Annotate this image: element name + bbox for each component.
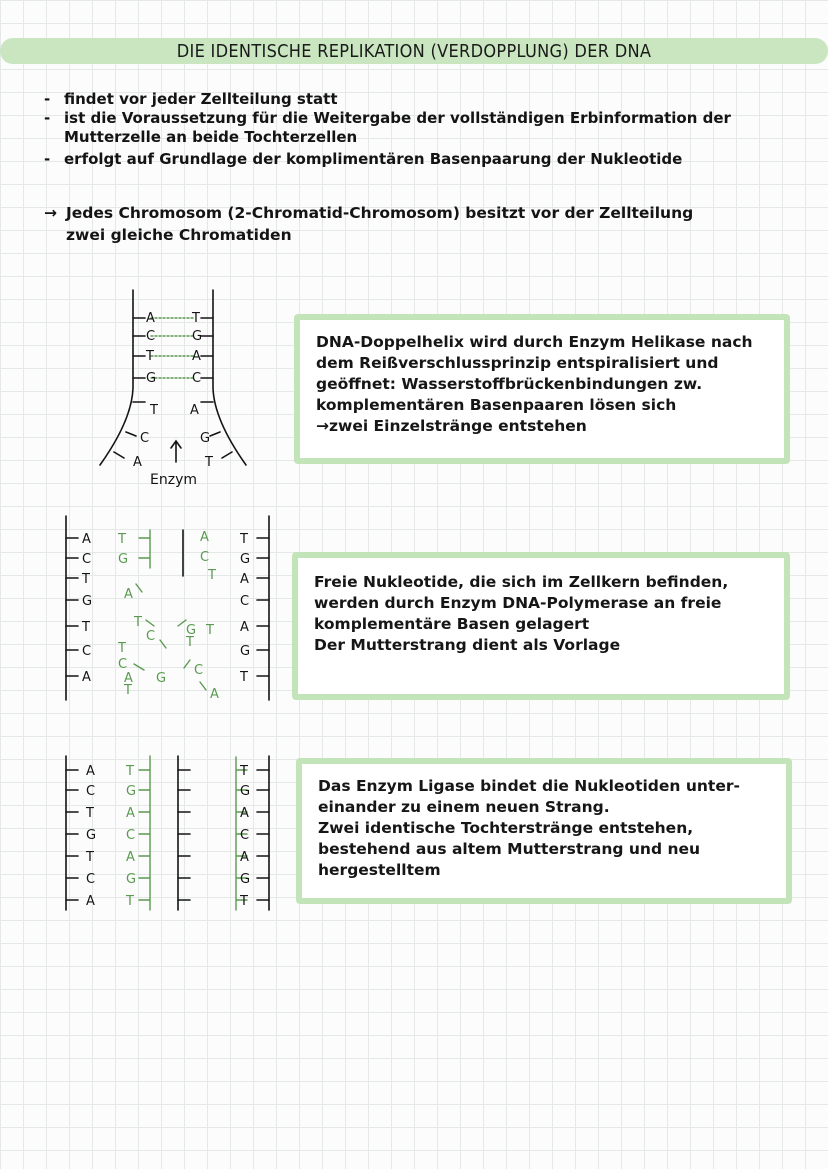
step-line: Der Mutterstrang dient als Vorlage — [314, 636, 621, 654]
base-letter: G — [126, 872, 137, 887]
base-letter: G — [126, 784, 137, 799]
base-letter: A — [126, 806, 135, 821]
free-nucleotide: G — [186, 623, 197, 638]
new-strand-left — [139, 756, 150, 910]
base-letter: C — [126, 828, 136, 843]
base-letter: C — [82, 644, 92, 659]
free-nucleotide: C — [118, 657, 128, 672]
dna-strand-right — [213, 290, 246, 465]
free-nucleotide: A — [124, 587, 133, 602]
note-line: Jedes Chromosom (2-Chromatid-Chromosom) besitzt vor der Zellteilung — [66, 204, 694, 222]
free-nucleotide: T — [186, 635, 194, 650]
base-letter: C — [200, 550, 210, 565]
free-nucleotide: T — [124, 683, 132, 698]
enzyme-arrow-icon — [171, 441, 181, 462]
step-line: geöffnet: Wasserstoffbrückenbindungen zw. — [316, 375, 703, 393]
base-letter: T — [82, 620, 90, 635]
step-line: Zwei identische Tochterstränge entstehen, — [318, 819, 694, 837]
free-nucleotide: A — [124, 671, 133, 686]
mother-strands — [66, 516, 269, 700]
ticks-d3-right — [257, 770, 269, 900]
new-strand-fragment — [139, 530, 150, 568]
ticks-d3-mid — [178, 770, 190, 900]
base-letter: C — [146, 329, 156, 344]
base-letter: T — [82, 572, 90, 587]
dna-strand-left — [100, 290, 133, 465]
step-line: komplementären Basenpaaren lösen sich — [316, 396, 677, 414]
base-letter: A — [240, 806, 249, 821]
base-letter: A — [240, 572, 249, 587]
strands-final — [66, 756, 269, 910]
step-box-helicase — [294, 314, 790, 464]
base-letter: C — [192, 371, 202, 386]
base-letter: A — [240, 620, 249, 635]
base-letter: T — [126, 894, 134, 909]
left-strand-ticks — [66, 538, 78, 676]
bullet-text: erfolgt auf Grundlage der komplimentären Basenpaarung der Nukleotide — [64, 150, 683, 168]
step-line: DNA-Doppelhelix wird durch Enzym Helikase nach — [316, 333, 753, 351]
base-letter: A — [86, 764, 95, 779]
base-letter: T — [86, 850, 94, 865]
base-letter: T — [240, 764, 248, 779]
base-letter: A — [190, 403, 199, 418]
step-line: Das Enzym Ligase bindet die Nukleotiden unter- — [318, 777, 740, 795]
bullet-text: findet vor jeder Zellteilung statt — [64, 90, 338, 108]
base-letter: T — [126, 764, 134, 779]
base-letter: A — [146, 311, 155, 326]
bullet-dash: - — [44, 150, 51, 168]
page-title: DIE IDENTISCHE REPLIKATION (VERDOPPLUNG) DER DNA — [176, 41, 652, 62]
step-line: dem Reißverschlussprinzip entspiralisiert und — [316, 354, 719, 372]
hydrogen-bonds — [151, 318, 193, 378]
base-letter: G — [146, 371, 157, 386]
base-letter: G — [240, 872, 251, 887]
base-letter: C — [82, 552, 92, 567]
enzyme-label: Enzym — [150, 472, 197, 488]
base-letter: T — [86, 806, 94, 821]
arrow-icon: → — [44, 204, 57, 222]
base-letter: A — [126, 850, 135, 865]
right-strand-ticks — [257, 538, 269, 676]
base-letter: C — [86, 784, 96, 799]
free-nucleotide: T — [206, 623, 214, 638]
free-nucleotide: T — [134, 615, 142, 630]
free-nucleotide: C — [146, 629, 156, 644]
bullet-dash: - — [44, 90, 51, 108]
bullet-text: ist die Voraussetzung für die Weitergabe der vollständigen Erbinformation der Mutterzelle an beide Tochterzellen — [64, 109, 731, 146]
base-letter: T — [146, 349, 154, 364]
base-letter: T — [150, 403, 158, 418]
base-letter: T — [240, 894, 248, 909]
base-ticks-right — [201, 318, 213, 378]
base-letter: A — [82, 670, 91, 685]
base-letter: A — [192, 349, 201, 364]
step-line: komplementäre Basen gelagert — [314, 615, 590, 633]
base-letter: T — [192, 311, 200, 326]
base-ticks-left — [133, 318, 145, 378]
base-letter: A — [82, 532, 91, 547]
step-line: →zwei Einzelstränge entstehen — [316, 417, 587, 435]
base-letter: T — [240, 670, 248, 685]
ticks-d3-left — [66, 770, 78, 900]
step-box-polymerase — [292, 552, 790, 700]
step-line: werden durch Enzym DNA-Polymerase an freie — [314, 594, 722, 612]
step-box-ligase — [296, 758, 792, 904]
step-line: einander zu einem neuen Strang. — [318, 798, 610, 816]
base-letter: C — [140, 431, 150, 446]
base-letter: G — [82, 594, 93, 609]
bullet-dash: - — [44, 109, 51, 127]
note-line: zwei gleiche Chromatiden — [66, 226, 292, 244]
base-letter: G — [118, 552, 129, 567]
base-letter: G — [240, 552, 251, 567]
free-nucleotide: C — [194, 663, 204, 678]
base-letter: C — [240, 594, 250, 609]
free-nucleotide: T — [118, 641, 126, 656]
base-letter: T — [205, 455, 213, 470]
base-letter: C — [240, 828, 250, 843]
base-letter: T — [118, 532, 126, 547]
base-letter: G — [240, 644, 251, 659]
base-letter: T — [208, 568, 216, 583]
free-nucleotide: A — [210, 687, 219, 702]
base-letter: G — [200, 431, 211, 446]
step-line: bestehend aus altem Mutterstrang und neu — [318, 840, 701, 858]
base-letter: A — [240, 850, 249, 865]
base-letter: A — [200, 530, 209, 545]
base-letter: G — [192, 329, 203, 344]
step-line: Freie Nukleotide, die sich im Zellkern befinden, — [314, 573, 729, 591]
base-letter: G — [86, 828, 97, 843]
base-letter: A — [133, 455, 142, 470]
free-nucleotide: G — [156, 671, 167, 686]
base-letter: C — [86, 872, 96, 887]
step-line: hergestelltem — [318, 861, 441, 879]
base-letter: G — [240, 784, 251, 799]
base-letter: T — [240, 532, 248, 547]
base-letter: A — [86, 894, 95, 909]
